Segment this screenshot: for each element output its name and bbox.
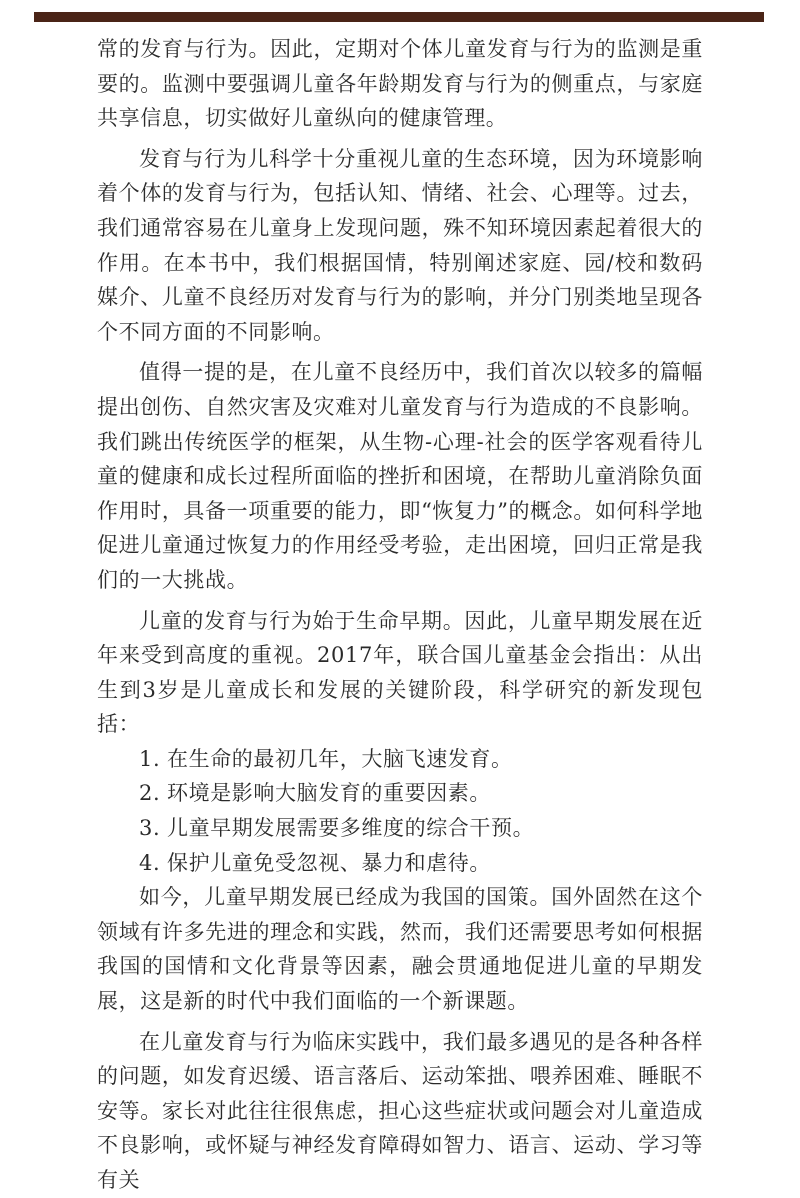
top-decorative-rule: [34, 12, 764, 22]
list-item: [97, 846, 703, 881]
list-item-text: 环境是影响大脑发育的重要因素。: [167, 781, 491, 806]
list-item-text: 在生命的最初几年，大脑飞速发育。: [167, 746, 513, 771]
paragraph-early-development: 儿童的发育与行为始于生命早期。因此，儿童早期发展在近年来受到高度的重视。2017年，联合国儿童基金会指出：从出生到3岁是儿童成长和发展的关键阶段，科学研究的新发现包括：: [97, 608, 703, 737]
paragraph-adverse-experience: 值得一提的是，在儿童不良经历中，我们首次以较多的篇幅提出创伤、自然灾害及灾难对儿童发育与行为造成的不良影响。我们跳出传统医学的框架，从生物-心理-社会的医学客观看待儿童的健康和成长过程所面临的挫折和困境，在帮助儿童消除负面作用时，具备一项重要的能力，即“恢复力”的概念。如何科学地促进儿童通过恢复力的作用经受考验，走出困境，回归正常是我们的一大挑战。: [97, 360, 703, 592]
book-page-body: [97, 32, 703, 1198]
list-item-number: 2.: [139, 781, 161, 806]
list-item-number: 1.: [139, 746, 161, 771]
paragraph-clinical-practice: 在儿童发育与行为临床实践中，我们最多遇见的是各种各样的问题，如发育迟缓、语言落后、运动笨拙、喂养困难、睡眠不安等。家长对此往往很焦虑，担心这些症状或问题会对儿童造成不良影响，或怀疑与神经发育障碍如智力、语言、运动、学习等有关: [97, 1029, 703, 1192]
list-item-number: 4.: [139, 850, 161, 875]
list-item-text: 保护儿童免受忽视、暴力和虐待。: [167, 850, 491, 875]
list-item: [97, 742, 703, 777]
list-item-text: 儿童早期发展需要多维度的综合干预。: [167, 816, 535, 841]
list-item: [97, 776, 703, 811]
paragraph-national-policy: 如今，儿童早期发展已经成为我国的国策。国外固然在这个领域有许多先进的理念和实践，然而，我们还需要思考如何根据我国的国情和文化背景等因素，融会贯通地促进儿童的早期发展，这是新的时代中我们面临的一个新课题。: [97, 885, 703, 1014]
list-item-number: 3.: [139, 816, 161, 841]
paragraph-ecology: 发育与行为儿科学十分重视儿童的生态环境，因为环境影响着个体的发育与行为，包括认知、情绪、社会、心理等。过去，我们通常容易在儿童身上发现问题，殊不知环境因素起着很大的作用。在本书中，我们根据国情，特别阐述家庭、园/校和数码媒介、儿童不良经历对发育与行为的影响，并分门别类地呈现各个不同方面的不同影响。: [97, 146, 703, 344]
paragraph-continued: 常的发育与行为。因此，定期对个体儿童发育与行为的监测是重要的。监测中要强调儿童各年龄期发育与行为的侧重点，与家庭共享信息，切实做好儿童纵向的健康管理。: [97, 37, 703, 131]
findings-list: [97, 742, 703, 880]
list-item: [97, 811, 703, 846]
